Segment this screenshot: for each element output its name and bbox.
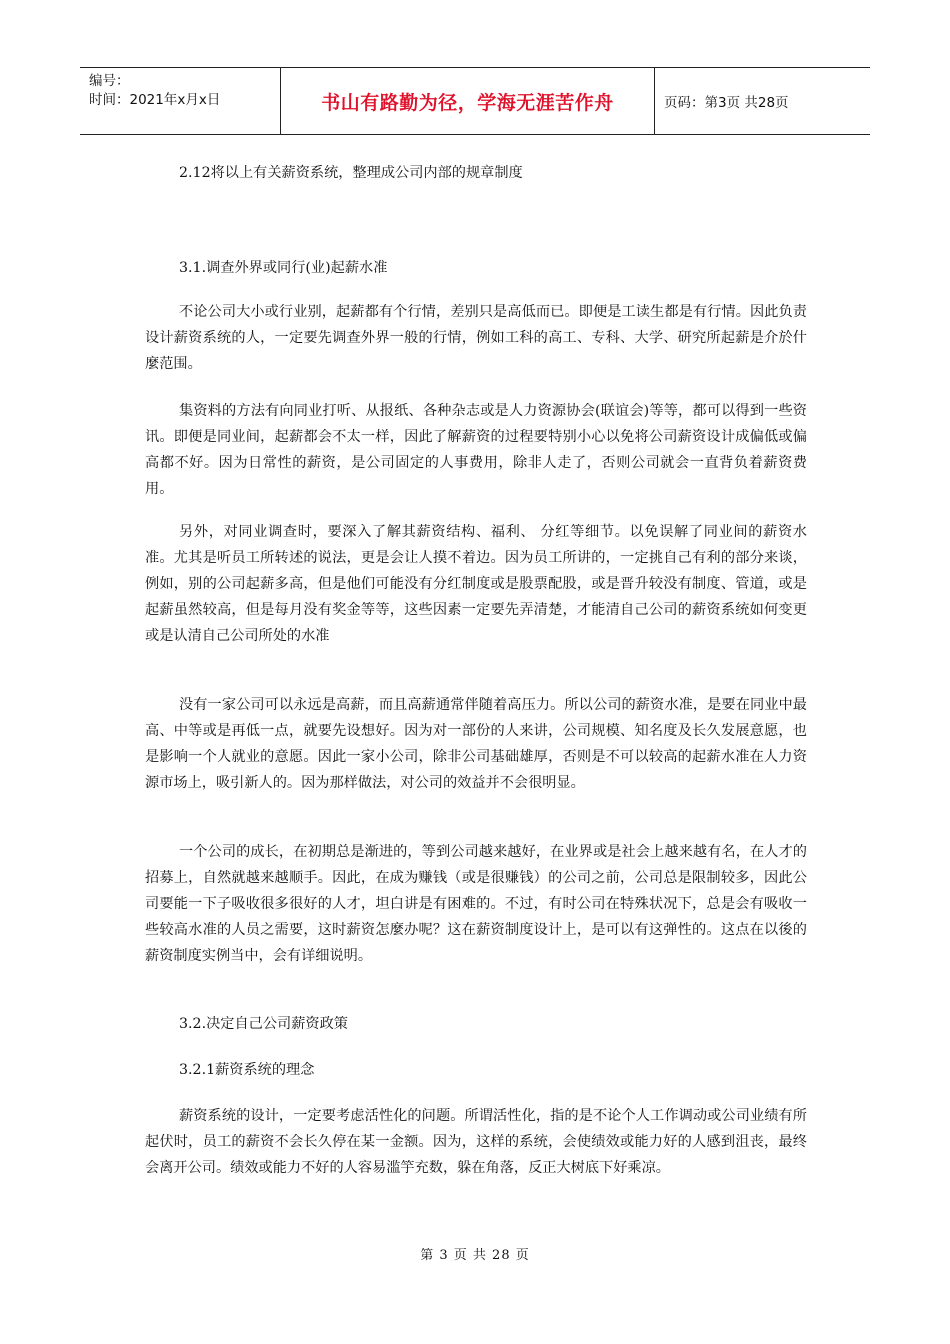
header-motto: 书山有路勤为径，学海无涯苦作舟: [281, 68, 655, 134]
page-footer: 第 3 页 共 28 页: [420, 1248, 530, 1263]
body-paragraph: 集资料的方法有向同业打听、从报纸、各种杂志或是人力资源协会(联谊会)等等，都可以得到一些资讯。即便是同业间，起薪都会不太一样，因此了解薪资的过程要特别小心以免将公司薪资设计成偏低或偏高都不好。因为日常性的薪资，是公司固定的人事费用，除非人走了，否则公司就会一直背负着薪资费用。: [145, 403, 807, 497]
section-3-2-heading: 3.2.决定自己公司薪资政策: [179, 1016, 348, 1032]
body-paragraph: 另外，对同业调查时，要深入了解其薪资结构、福利、 分红等细节。以免误解了同业间的薪资水准。尤其是听员工所转述的说法，更是会让人摸不着边。因为员工所讲的，一定挑自己有利的部分来谈，例如，别的公司起薪多高，但是他们可能没有分红制度或是股票配股，或是晋升较没有制度、管道，或是起薪虽然较高，但是每月没有奖金等等，这些因素一定要先弄清楚，才能清自己公司的薪资系统如何变更或是认清自己公司所处的水准: [145, 524, 807, 644]
document-number-label: 编号：: [89, 73, 130, 89]
section-3-1-heading: 3.1.调查外界或同行(业)起薪水准: [179, 260, 388, 276]
page-header: [80, 67, 870, 135]
body-paragraph: 薪资系统的设计，一定要考虑活性化的问题。所谓活性化，指的是不论个人工作调动或公司业绩有所起伏时，员工的薪资不会长久停在某一金额。因为，这样的系统，会使绩效或能力好的人感到沮丧，最终会离开公司。绩效或能力不好的人容易滥竽充数，躲在角落，反正大树底下好乘凉。: [145, 1108, 807, 1176]
header-meta: [80, 68, 281, 134]
body-paragraph: 没有一家公司可以永远是高薪，而且高薪通常伴随着高压力。所以公司的薪资水准，是要在同业中最高、中等或是再低一点，就要先设想好。因为对一部份的人来讲，公司规模、知名度及长久发展意愿，也是影响一个人就业的意愿。因此一家小公司，除非公司基础雄厚，否则是不可以较高的起薪水准在人力资源市场上，吸引新人的。因为那样做法，对公司的效益并不会很明显。: [145, 697, 807, 791]
document-date: 时间：2021年x月x日: [89, 92, 221, 108]
body-paragraph: 一个公司的成长，在初期总是渐进的，等到公司越来越好，在业界或是社会上越来越有名，在人才的招募上，自然就越来越顺手。因此，在成为赚钱（或是很赚钱）的公司之前，公司总是限制较多，因此公司要能一下子吸收很多很好的人才，坦白讲是有困难的。不过，有时公司在特殊状况下，总是会有吸收一些较高水准的人员之需要，这时薪资怎麼办呢？这在薪资制度设计上，是可以有这弹性的。这点在以後的薪资制度实例当中，会有详细说明。: [145, 844, 807, 964]
section-3-2-1-heading: 3.2.1薪资系统的理念: [179, 1062, 315, 1078]
section-2-12-heading: 2.12将以上有关薪资系统，整理成公司内部的规章制度: [179, 165, 523, 181]
header-page-number: 页码：第3页 共28页: [664, 95, 789, 111]
body-paragraph: 不论公司大小或行业别，起薪都有个行情，差别只是高低而已。即便是工读生都是有行情。因此负责设计薪资系统的人，一定要先调查外界一般的行情，例如工科的高工、专科、大学、研究所起薪是介於什麼范围。: [145, 304, 807, 372]
